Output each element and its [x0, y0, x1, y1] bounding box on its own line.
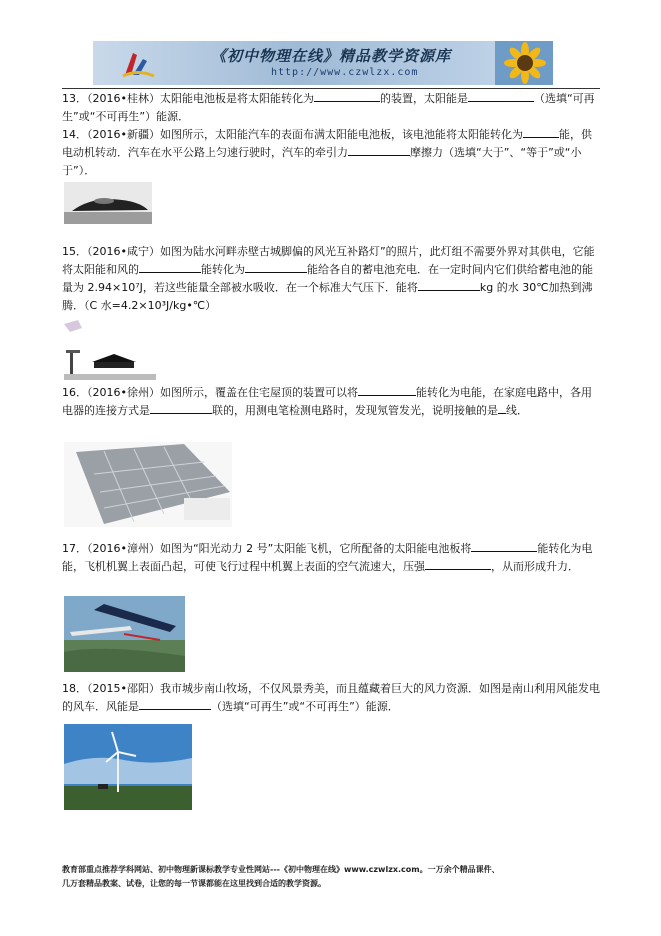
- question-18: 18．（2015•邵阳）我市城步南山牧场，不仅风景秀美，而且蕴藏着巨大的风力资源．如图是南山利用风能发电的风车．风能是 （选填“可再生”或“不可再生”）能源．: [62, 682, 600, 713]
- footer-line-2: 几万套精品教案、试卷，让您的每一节课都能在这里找到合适的教学资源。: [62, 879, 326, 888]
- answer-blank: [314, 90, 380, 102]
- answer-blank: [139, 698, 211, 710]
- answer-blank: [245, 261, 307, 273]
- street-lamp-image: [64, 318, 156, 380]
- page-footer: [62, 863, 602, 891]
- answer-blank: [498, 402, 506, 414]
- banner-title: 《初中物理在线》精品教学资源库: [211, 47, 452, 65]
- footer-line-1: 教育部重点推荐学科网站、初中物理新课标教学专业性网站---《初中物理在线》www.czwlzx.com。一万余个精品课件、: [62, 865, 500, 874]
- solar-car-image: [64, 182, 152, 224]
- banner-url: http://www.czwlzx.com: [271, 67, 419, 78]
- answer-blank: [471, 540, 537, 552]
- solar-airplane-image: [64, 596, 185, 672]
- header-banner: [93, 41, 553, 85]
- answer-blank: [150, 402, 212, 414]
- question-13: 13．（2016•桂林）太阳能电池板是将太阳能转化为 的装置，太阳能是 （选填“可再生”或“不可再生”）能源．: [62, 92, 595, 123]
- question-15: 15．（2016•咸宁）如图为陆水河畔赤壁古城脚偏的风光互补路灯”的照片，此灯组不需要外界对其供电，它能将太阳能和风的 能转化为 能给各自的蓄电池充电．在一定时间内它们供给蓄电池的能量为 2.94×10⁷J，若这些能量全部被水吸收．在一个标准大气压下．能将 kg 的水 30℃加热到沸腾．（C 水=4.2×10³J/kg•℃）: [62, 245, 595, 312]
- answer-blank: [468, 90, 534, 102]
- answer-blank: [425, 558, 491, 570]
- answer-blank: [418, 279, 480, 291]
- answer-blank: [358, 384, 416, 396]
- sunflower-icon: [495, 41, 553, 85]
- question-17: 17．（2016•漳州）如图为“阳光动力 2 号”太阳能飞机，它所配备的太阳能电池板将 能转化为电能，飞机机翼上表面凸起，可使飞行过程中机翼上表面的空气流速大，压强 ，从而形成升力．: [62, 542, 593, 573]
- header-divider: [62, 88, 600, 89]
- rooftop-solar-panel-image: [64, 442, 232, 527]
- answer-blank: [348, 144, 410, 156]
- answer-blank: [139, 261, 201, 273]
- question-14: 14．（2016•新疆）如图所示，太阳能汽车的表面布满太阳能电池板，该电池能将太阳能转化为 能，供电动机转动．汽车在水平公路上匀速行驶时，汽车的牵引力 摩擦力（选填“大于”、“等于”或“小于”）．: [62, 128, 592, 177]
- wind-turbine-image: [64, 724, 192, 810]
- answer-blank: [523, 126, 559, 138]
- site-logo-icon: [121, 49, 155, 79]
- question-16: 16．（2016•徐州）如图所示，覆盖在住宅屋顶的装置可以将 能转化为电能，在家庭电路中，各用电器的连接方式是 联的，用测电笔检测电路时，发现氖管发光，说明接触的是 线．: [62, 386, 592, 417]
